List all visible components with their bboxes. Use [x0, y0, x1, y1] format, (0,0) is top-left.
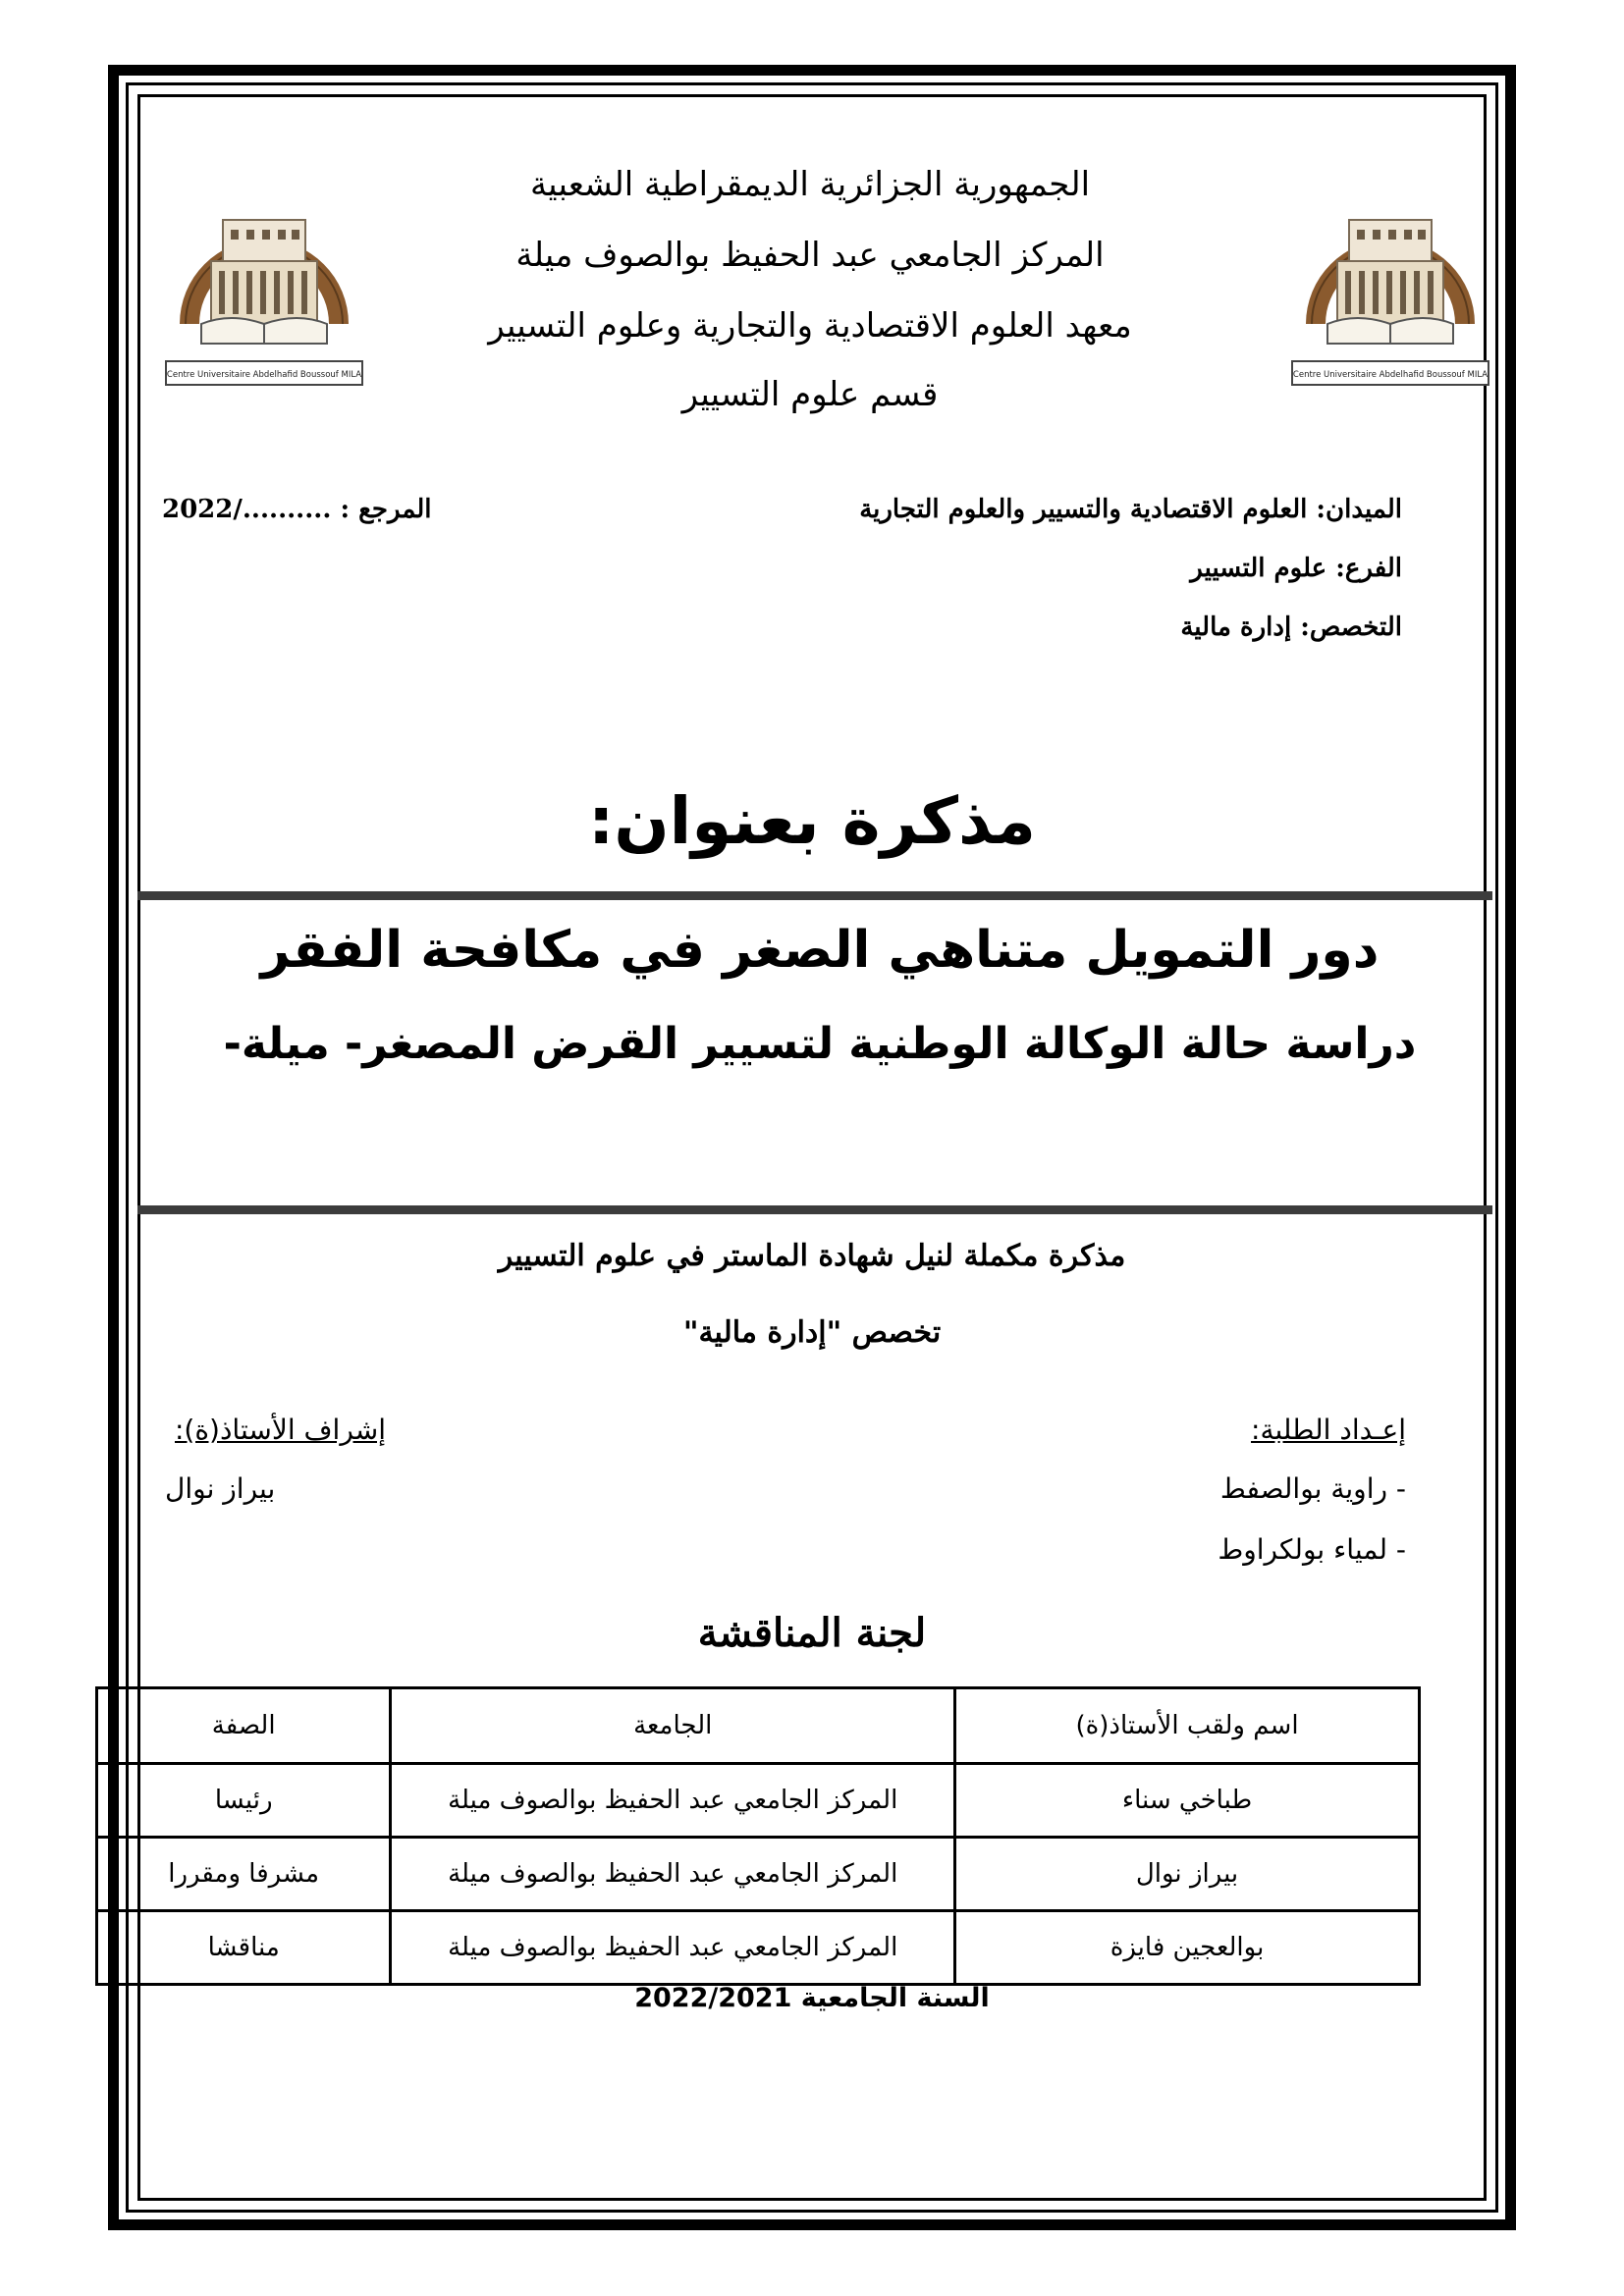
member-university: المركز الجامعي عبد الحفيظ بوالصوف ميلة — [391, 1911, 955, 1985]
students-label: إعـداد الطلبة: — [1251, 1414, 1406, 1446]
member-role: مناقشا — [97, 1911, 391, 1985]
table-header: الصفة — [97, 1688, 391, 1764]
svg-text:Centre Universitaire Abdelhafi: Centre Universitaire Abdelhafid Boussouf MILA — [166, 370, 362, 380]
reference-label: المرجع : ........../2022 — [162, 495, 432, 524]
branch-label: الفرع: علوم التسيير — [1190, 554, 1402, 583]
thesis-title: دور التمويل متناهي الصغر في مكافحة الفقر — [260, 921, 1380, 980]
supervisor-label: إشراف الأستاذ(ة): — [175, 1414, 387, 1446]
student-name: - لمياء بولكراوط — [1218, 1533, 1406, 1566]
table-header: الجامعة — [391, 1688, 955, 1764]
member-name: بوالعجين فايزة — [955, 1911, 1420, 1985]
memo-heading: مذكرة بعنوان: — [587, 783, 1037, 859]
university-logo-icon — [162, 177, 366, 388]
table-header: اسم ولقب الأستاذ(ة) — [955, 1688, 1420, 1764]
university-logo-icon — [1288, 177, 1492, 388]
university-logo-left — [162, 177, 366, 388]
member-role: مشرفا ومقررا — [97, 1838, 391, 1911]
table-row — [97, 1911, 1420, 1985]
member-role: رئيسا — [97, 1764, 391, 1838]
table-header-row — [97, 1688, 1420, 1764]
department-name: قسم علوم التسيير — [681, 375, 939, 414]
student-name: - راوية بوالصفط — [1219, 1472, 1406, 1505]
university-logo-right — [1288, 177, 1492, 388]
svg-text:Centre Universitaire Abdelhafi: Centre Universitaire Abdelhafid Boussouf MILA — [1292, 370, 1489, 380]
supervisor-name: بيراز نوال — [165, 1472, 276, 1505]
degree-line: مذكرة مكملة لنيل شهادة الماستر في علوم التسيير — [498, 1239, 1126, 1273]
table-row — [97, 1764, 1420, 1838]
specialty-label: التخصص: إدارة مالية — [1180, 613, 1402, 642]
institute-name: معهد العلوم الاقتصادية والتجارية وعلوم التسيير — [488, 306, 1132, 346]
field-label: الميدان: العلوم الاقتصادية والتسيير والعلوم التجارية — [859, 495, 1402, 524]
title-rule-bottom — [137, 1205, 1492, 1214]
member-name: بيراز نوال — [955, 1838, 1420, 1911]
member-name: طباخي سناء — [955, 1764, 1420, 1838]
member-university: المركز الجامعي عبد الحفيظ بوالصوف ميلة — [391, 1838, 955, 1911]
title-rule-top — [137, 891, 1492, 900]
republic-name: الجمهورية الجزائرية الديمقراطية الشعبية — [529, 165, 1091, 204]
member-university: المركز الجامعي عبد الحفيظ بوالصوف ميلة — [391, 1764, 955, 1838]
academic-year: السنة الجامعية 2022/2021 — [634, 1983, 990, 2013]
university-name: المركز الجامعي عبد الحفيظ بوالصوف ميلة — [515, 236, 1105, 275]
thesis-subtitle: دراسة حالة الوكالة الوطنية لتسيير القرض المصغر- ميلة- — [223, 1019, 1417, 1069]
specialty-line: تخصص "إدارة مالية" — [682, 1315, 942, 1350]
table-row — [97, 1838, 1420, 1911]
committee-title: لجنة المناقشة — [697, 1610, 927, 1656]
committee-table — [95, 1686, 1421, 1986]
